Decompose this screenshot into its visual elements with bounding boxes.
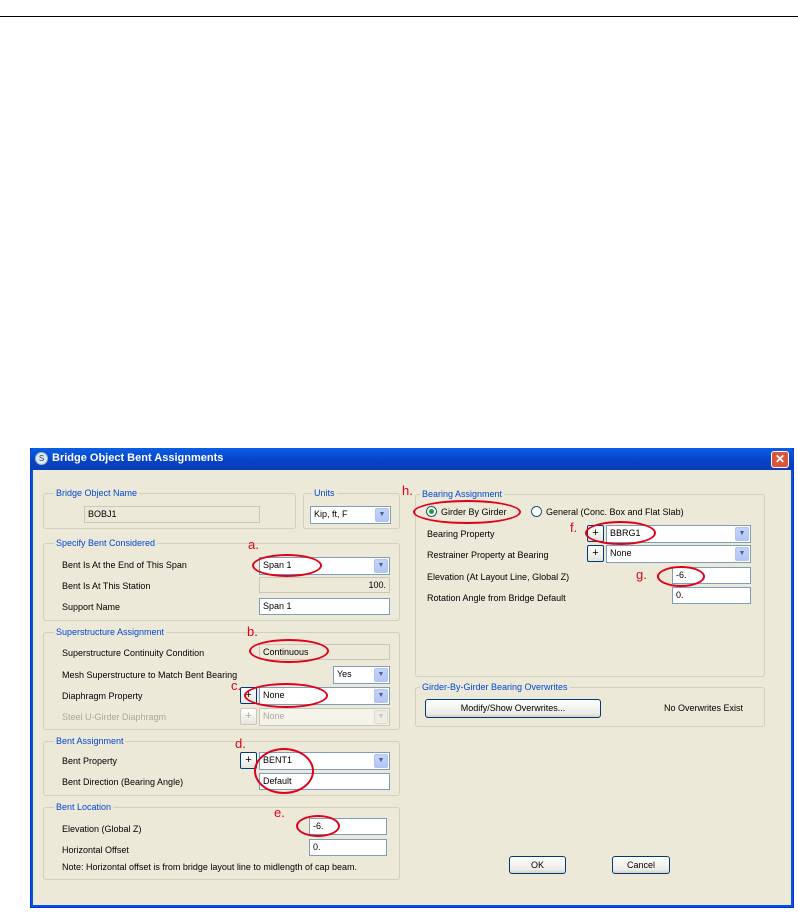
ok-button[interactable]: OK (509, 856, 566, 874)
girder-by-girder-label[interactable]: Girder By Girder (441, 507, 507, 517)
units-select[interactable] (310, 506, 391, 524)
offset-note: Note: Horizontal offset is from bridge layout line to midlength of cap beam. (62, 862, 357, 872)
end-of-span-value: Span 1 (263, 560, 292, 570)
restrainer-select[interactable] (606, 545, 751, 563)
end-of-span-label: Bent Is At the End of This Span (62, 560, 187, 570)
chevron-down-icon: ▼ (374, 559, 388, 573)
overwrites-status: No Overwrites Exist (664, 703, 744, 713)
mesh-label: Mesh Superstructure to Match Bent Bearing (62, 670, 238, 680)
annotation-oval-f (585, 521, 656, 545)
station-label: Bent Is At This Station (62, 581, 151, 591)
add-diaphragm-button[interactable]: + (240, 687, 257, 704)
bearing-property-value: BBRG1 (610, 528, 641, 538)
window-title: Bridge Object Bent Assignments (52, 452, 224, 464)
annotation-oval-a (252, 554, 322, 577)
chevron-down-icon: ▼ (735, 527, 749, 541)
superstructure-group-label: Superstructure Assignment (56, 627, 165, 637)
bridge-object-name-field: BOBJ1 (84, 506, 260, 523)
annotation-g: g. (636, 567, 647, 582)
chevron-down-icon: ▼ (735, 547, 749, 561)
annotation-oval-b (249, 639, 329, 663)
annotation-f: f. (570, 520, 578, 535)
horizontal-offset-input[interactable]: 0. (309, 839, 387, 856)
continuity-field: Continuous (259, 644, 390, 660)
bent-direction-label: Bent Direction (Bearing Angle) (62, 777, 184, 787)
cancel-button[interactable]: Cancel (612, 856, 670, 874)
general-label[interactable]: General (Conc. Box and Flat Slab) (546, 507, 684, 517)
chevron-down-icon: ▼ (374, 710, 388, 724)
bent-elevation-input[interactable]: -6. (309, 818, 387, 835)
page-top-rule (0, 16, 798, 17)
bearing-elevation-label: Elevation (At Layout Line, Global Z) (427, 572, 570, 582)
mesh-value: Yes (337, 669, 352, 679)
chevron-down-icon: ▼ (374, 754, 388, 768)
bridge-object-group-label: Bridge Object Name (56, 488, 138, 498)
support-name-label: Support Name (62, 602, 121, 612)
bent-elevation-label: Elevation (Global Z) (62, 824, 142, 834)
bearing-property-label: Bearing Property (427, 529, 495, 539)
add-bent-property-button[interactable]: + (240, 752, 257, 769)
bent-property-label: Bent Property (62, 756, 118, 766)
diaphragm-label: Diaphragm Property (62, 691, 143, 701)
chevron-down-icon: ▼ (375, 508, 389, 522)
support-name-input[interactable]: Span 1 (259, 598, 390, 615)
continuity-label: Superstructure Continuity Condition (62, 648, 205, 658)
restrainer-value: None (610, 548, 632, 558)
modify-overwrites-button[interactable]: Modify/Show Overwrites... (425, 699, 601, 718)
title-bar[interactable] (30, 448, 794, 470)
app-icon: S (35, 452, 48, 465)
bearing-elevation-input[interactable]: -6. (672, 567, 751, 584)
station-field: 100. (259, 577, 390, 593)
annotation-oval-h (413, 500, 521, 524)
close-button[interactable]: ✕ (771, 451, 789, 468)
bent-property-value: BENT1 (263, 755, 293, 765)
bent-direction-input[interactable]: Default (259, 773, 390, 790)
chevron-down-icon: ▼ (374, 689, 388, 703)
diaphragm-value: None (263, 690, 285, 700)
steel-diaphragm-label: Steel U-Girder Diaphragm (62, 712, 167, 722)
specify-bent-group-label: Specify Bent Considered (56, 538, 156, 548)
add-steel-diaphragm-button: + (240, 708, 257, 725)
add-restrainer-button[interactable]: + (587, 545, 604, 562)
annotation-oval-g (657, 566, 705, 587)
annotation-e: e. (274, 805, 285, 820)
rotation-angle-input[interactable]: 0. (672, 587, 751, 604)
add-bearing-property-button[interactable]: + (587, 525, 604, 542)
annotation-c: c. (231, 678, 242, 693)
annotation-d: d. (235, 736, 246, 751)
overwrites-group-label: Girder-By-Girder Bearing Overwrites (422, 682, 568, 692)
steel-diaphragm-select (259, 708, 390, 726)
chevron-down-icon: ▼ (374, 668, 388, 682)
mesh-select[interactable] (333, 666, 390, 684)
bent-location-group-label: Bent Location (56, 802, 112, 812)
bearing-group-label: Bearing Assignment (422, 489, 503, 499)
restrainer-label: Restrainer Property at Bearing (427, 550, 549, 560)
bent-assignment-group-label: Bent Assignment (56, 736, 124, 746)
annotation-oval-e (296, 815, 340, 837)
horizontal-offset-label: Horizontal Offset (62, 845, 129, 855)
units-value: Kip, ft, F (314, 509, 348, 519)
annotation-h: h. (402, 483, 413, 498)
steel-diaphragm-value: None (263, 711, 285, 721)
rotation-angle-label: Rotation Angle from Bridge Default (427, 593, 566, 603)
annotation-oval-d (254, 748, 314, 794)
annotation-a: a. (248, 537, 259, 552)
annotation-oval-c (244, 683, 328, 708)
annotation-b: b. (247, 624, 258, 639)
units-group-label: Units (314, 488, 335, 498)
general-radio[interactable] (531, 506, 542, 517)
